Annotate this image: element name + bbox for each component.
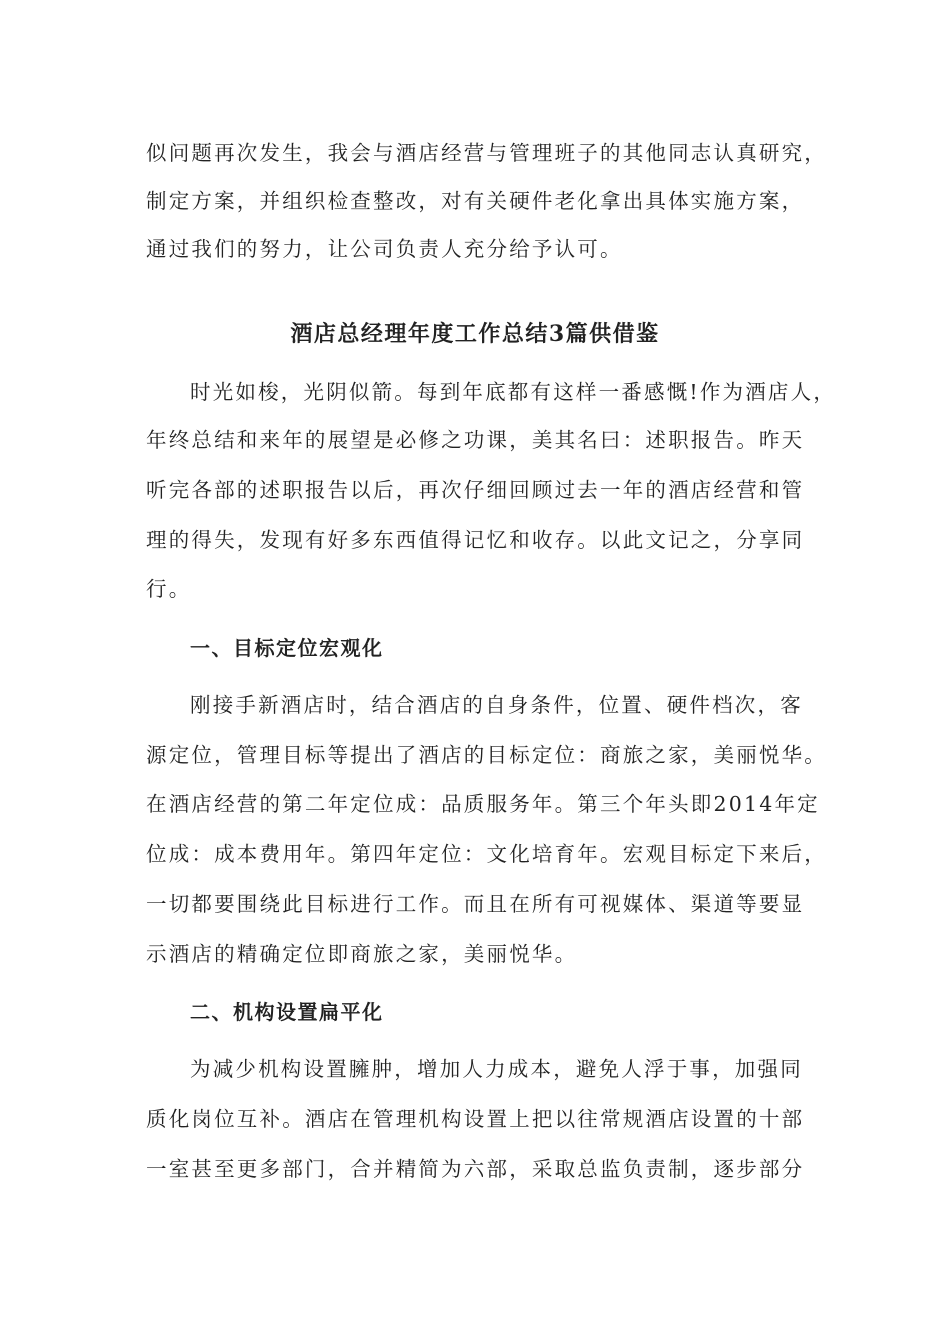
intro-line-1: 似问题再次发生，我会与酒店经营与管理班子的其他同志认真研究， [146,141,827,165]
preface-line-2: 年终总结和来年的展望是必修之功课，美其名曰：述职报告。昨天 [146,428,805,452]
section1-line-4: 位成：成本费用年。第四年定位：文化培育年。宏观目标定下来后， [146,842,827,866]
intro-line-3: 通过我们的努力，让公司负责人充分给予认可。 [146,237,623,261]
preface-line-4: 理的得失，发现有好多东西值得记忆和收存。以此文记之，分享同 [146,528,805,552]
section1-line-6: 示酒店的精确定位即商旅之家，美丽悦华。 [146,942,578,966]
section1-line-5: 一切都要围绕此目标进行工作。而且在所有可视媒体、渠道等要显 [146,892,805,916]
section2-line-2: 质化岗位互补。酒店在管理机构设置上把以往常规酒店设置的十部 [146,1107,805,1131]
document-title: 酒店总经理年度工作总结3篇供借鉴 [290,321,660,347]
intro-line-2: 制定方案，并组织检查整改，对有关硬件老化拿出具体实施方案， [146,189,805,213]
preface-line-1: 时光如梭，光阴似箭。每到年底都有这样一番感慨!作为酒店人， [190,380,837,404]
section-heading-2: 二、机构设置扁平化 [190,1000,384,1024]
section1-line-3: 在酒店经营的第二年定位成：品质服务年。第三个年头即2014年定 [146,792,820,816]
section2-line-3: 一室甚至更多部门，合并精简为六部，采取总监负责制，逐步部分 [146,1157,805,1181]
section2-line-1: 为减少机构设置臃肿，增加人力成本，避免人浮于事，加强同 [190,1057,803,1081]
section-heading-1: 一、目标定位宏观化 [190,636,384,660]
preface-line-3: 听完各部的述职报告以后，再次仔细回顾过去一年的酒店经营和管 [146,478,805,502]
section1-line-2: 源定位，管理目标等提出了酒店的目标定位：商旅之家，美丽悦华。 [146,743,827,767]
preface-line-5: 行。 [146,577,192,601]
section1-line-1: 刚接手新酒店时，结合酒店的自身条件，位置、硬件档次，客 [190,693,803,717]
